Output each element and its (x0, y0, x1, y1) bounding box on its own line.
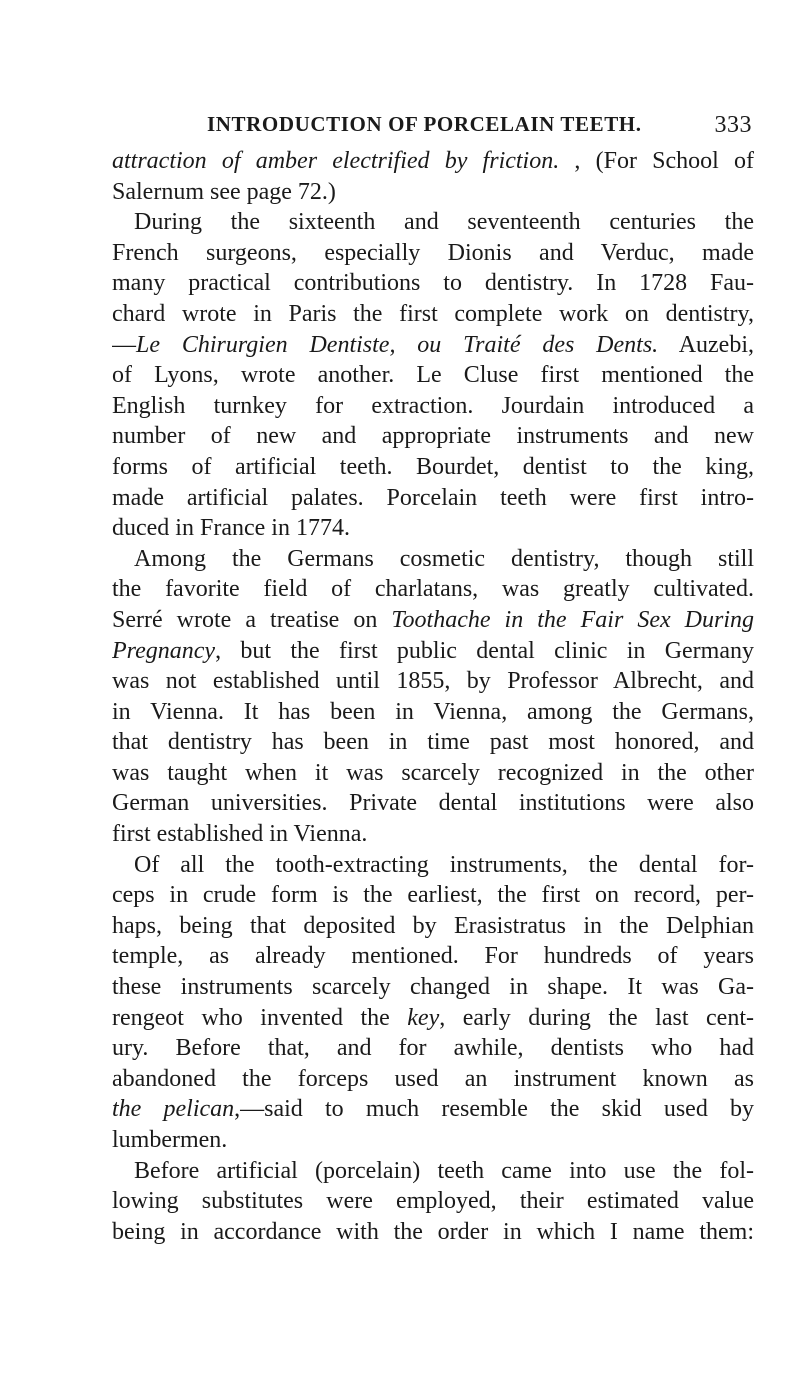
text-line (112, 483, 754, 514)
text-segment: ceps in crude form is the earliest, the first on record, per- (112, 882, 754, 909)
body-text (112, 146, 754, 1247)
text-segment: , but the first public dental clinic in Germany (215, 637, 754, 664)
text-line (112, 880, 754, 911)
text-line (112, 299, 754, 330)
text-segment: that dentistry has been in time past most honored, and (112, 729, 754, 756)
italic-text: Pregnancy (112, 637, 216, 664)
text-segment: of Lyons, wrote another. Le Cluse first mentioned the (112, 362, 754, 389)
text-line (112, 850, 754, 881)
text-segment: being in accordance with the order in which I name them: (112, 1218, 754, 1245)
text-line (112, 1094, 754, 1125)
text-segment: the favorite field of charlatans, was greatly cultivated. (112, 576, 754, 603)
text-line (112, 911, 754, 942)
text-segment: was taught when it was scarcely recognized in the other (112, 759, 754, 786)
text-segment: made artificial palates. Porcelain teeth were first intro- (112, 484, 754, 511)
text-line (112, 697, 754, 728)
text-segment: first established in Vienna. (112, 821, 368, 848)
text-line (112, 727, 754, 758)
text-line (112, 513, 754, 544)
text-line (112, 941, 754, 972)
text-segment: Among the Germans cosmetic dentistry, though still (134, 545, 754, 572)
italic-text: key (407, 1004, 440, 1031)
text-line (112, 544, 754, 575)
text-segment: rengeot who invented the (112, 1004, 408, 1031)
text-line (112, 972, 754, 1003)
text-line (112, 452, 754, 483)
running-title: INTRODUCTION OF PORCELAIN TEETH. (207, 112, 642, 136)
running-head (92, 112, 752, 142)
text-segment: lumbermen. (112, 1127, 228, 1153)
text-line (112, 758, 754, 789)
text-line (112, 788, 754, 819)
text-segment: Salernum see page 72.) (112, 178, 336, 205)
text-line (112, 238, 754, 269)
text-segment: French surgeons, especially Dionis and Verduc, made (112, 239, 754, 266)
text-segment: Before artificial (porcelain) teeth came into use the fol- (134, 1157, 754, 1184)
text-segment: forms of artificial teeth. Bourdet, dentist to the king, (112, 453, 754, 480)
text-line (112, 268, 754, 299)
italic-text: the pelican (112, 1096, 235, 1123)
text-segment: Auzebi, (658, 331, 754, 358)
text-line (112, 666, 754, 697)
text-line (112, 605, 754, 636)
text-line (112, 574, 754, 605)
text-segment: chard wrote in Paris the first complete work on dentistry, (112, 300, 754, 327)
text-segment: ,—said to much resemble the skid used by (234, 1096, 754, 1123)
text-line (112, 1156, 754, 1187)
text-line (112, 1064, 754, 1095)
text-segment: ury. Before that, and for awhile, dentists who had (112, 1035, 754, 1062)
text-line (112, 1003, 754, 1034)
text-segment: number of new and appropriate instruments and new (112, 423, 754, 450)
text-segment: — (112, 331, 136, 358)
text-line (112, 421, 754, 452)
text-segment: English turnkey for extraction. Jourdain introduced a (112, 392, 754, 419)
text-segment: abandoned the forceps used an instrument known as (112, 1065, 754, 1092)
text-line (112, 1125, 754, 1156)
text-segment: Of all the tooth-extracting instruments, the dental for- (134, 851, 754, 878)
text-segment: many practical contributions to dentistry. In 1728 Fau- (112, 270, 754, 297)
page-number: 333 (714, 112, 752, 138)
text-line (112, 1217, 754, 1248)
text-segment: During the sixteenth and seventeenth centuries the (134, 209, 754, 236)
italic-text: attraction of amber electrified by friction. (112, 148, 575, 174)
text-segment: duced in France in 1774. (112, 515, 350, 542)
text-line (112, 636, 754, 667)
text-segment: haps, being that deposited by Erasistratus in the Delphian (112, 912, 754, 939)
text-segment: , early during the last cent- (439, 1004, 754, 1031)
text-line (112, 207, 754, 238)
text-segment: German universities. Private dental institutions were also (112, 790, 754, 817)
text-segment: in Vienna. It has been in Vienna, among the Germans, (112, 698, 754, 725)
text-segment: , (For School of (574, 148, 754, 174)
text-segment: these instruments scarcely changed in shape. It was Ga- (112, 974, 754, 1001)
text-line (112, 391, 754, 422)
text-line (112, 1033, 754, 1064)
text-line (112, 146, 754, 177)
text-line (112, 177, 754, 208)
text-line (112, 360, 754, 391)
text-line (112, 819, 754, 850)
text-segment: lowing substitutes were employed, their estimated value (112, 1188, 754, 1215)
text-line (112, 1186, 754, 1217)
text-segment: was not established until 1855, by Professor Albrecht, and (112, 668, 754, 695)
text-line (112, 330, 754, 361)
text-segment: Serré wrote a treatise on (112, 606, 392, 633)
text-segment: temple, as already mentioned. For hundreds of years (112, 943, 754, 970)
italic-text: Toothache in the Fair Sex During (391, 606, 754, 633)
italic-text: Le Chirurgien Dentiste, ou Traité des Dents. (136, 331, 659, 358)
